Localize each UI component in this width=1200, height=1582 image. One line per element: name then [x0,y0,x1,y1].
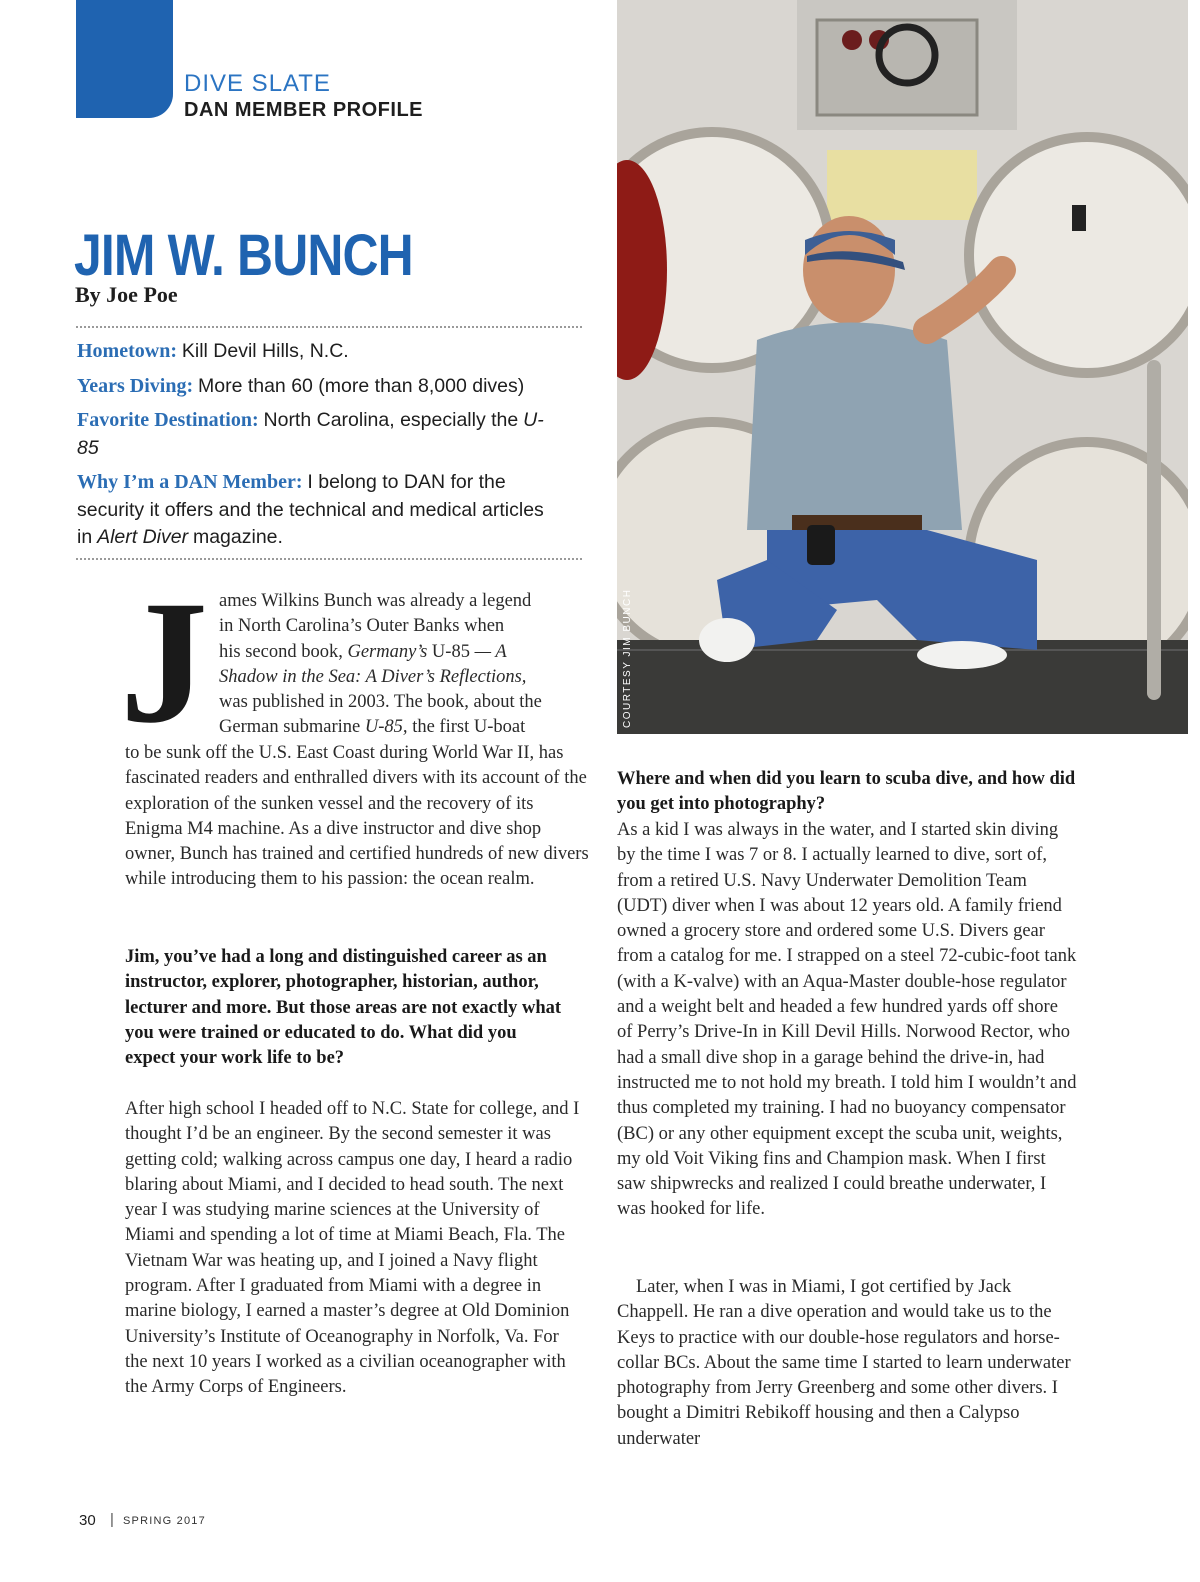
dotted-rule-bottom [76,558,582,560]
fact-label: Years Diving: [77,374,194,397]
fact-favorite-destination [77,407,547,462]
byline: By Joe Poe [75,282,178,307]
magazine-name: Alert Diver [97,526,189,548]
fact-value: Kill Devil Hills, N.C. [181,340,349,362]
page-number: 30 [79,1512,96,1529]
book-title-upright: U-85 [431,641,470,662]
profile-facts [77,338,547,559]
answer-2-paragraph-2: Later, when I was in Miami, I got certified by Jack Chappell. He ran a dive operation and would take us to the Keys to practice with our double-hose regulators and horse-collar BCs. About the same time I started to learn underwater photography from Jerry Greenberg and some other divers. I bought a Dimitri Rebikoff housing and then a Calypso underwater [617,1277,1071,1449]
dotted-rule-top [76,326,582,328]
footer-separator: | [110,1511,114,1528]
intro-line: ames Wilkins Bunch was already a legend [219,591,532,611]
intro-paragraph-start [219,589,589,741]
fact-value-italic: U-85 [77,409,544,459]
issue-label: SPRING 2017 [123,1515,206,1527]
book-title: — A [474,641,507,662]
article-title: JIM W. BUNCH [74,223,413,288]
fact-label: Why I’m a DAN Member: [77,471,303,493]
drop-cap: J [120,565,208,760]
fact-value: North Carolina, especially the [263,409,519,431]
intro-line-text: the first U-boat [412,717,526,738]
subsection-label: DAN MEMBER PROFILE [184,99,423,121]
fact-label: Hometown: [77,340,177,362]
book-title: Germany’s [347,641,428,662]
intro-line-text: his second book, [219,641,348,662]
intro-line-italic: Shadow in the Sea: A Diver’s Reflections, [219,666,527,687]
uboat-name: U-85, [364,717,408,738]
intro-paragraph-rest: to be sunk off the U.S. East Coast during World War II, has fascinated readers and enthralled divers with its account of the exploration of the sunken vessel and the recovery of its Enigma M4 machine. As a dive instructor and dive shop owner, Bunch has trained and certified hundreds of new divers while introducing them to his passion: the ocean realm. [125,743,589,890]
section-label: DIVE SLATE [184,70,331,97]
question-2: Where and when did you learn to scuba dive, and how did you get into photography? [617,769,1076,815]
section-color-tab [76,0,173,118]
answer-1: After high school I headed off to N.C. State for college, and I thought I’d be an engineer. By the second semester it was getting cold; walking across campus one day, I heard a radio blaring about Miami, and I decided to head south. The next year I was studying marine sciences at the University of Miami and spending a lot of time at Miami Beach, Fla. The Vietnam War was heating up, and I joined a Navy flight program. After I graduated from Miami with a degree in marine biology, I earned a master’s degree at Old Dominion University’s Institute of Oceanography in Norfolk, Va. For the next 10 years I worked as a civilian oceanographer with the Army Corps of Engineers. [125,1099,580,1398]
fact-label: Favorite Destination: [77,409,259,431]
fact-value: I belong to DAN for the security it offers and the technical and medical articles in [77,471,544,548]
fact-value-tail: magazine. [192,526,283,548]
answer-2-paragraph-1: As a kid I was always in the water, and I started skin diving by the time I was 7 or 8. I actually learned to dive, sort of, from a retired U.S. Navy Underwater Demolition Team (UDT) diver when I was about 12 years old. A family friend owned a grocery store and ordered some U.S. Divers gear from a catalog for me. I strapped on a steel 72-cubic-foot tank (with a K-valve) with an Aqua-Master double-hose regulator and a weight belt and headed a few hundred yards off shore of Perry’s Drive-In in Kill Devil Hills. Norwood Rector, who had a small dive shop in a garage behind the drive-in, had instructed me to not hold my breath. I told him I wouldn’t and thus completed my training. I had no buoyancy compensator (BC) or any other equipment except the scuba unit, weights, my old Voit Viking fins and Champion mask. When I first saw shipwrecks and realized I could breathe underwater, I was hooked for life. [617,820,1077,1220]
intro-line [219,715,589,740]
fact-why-dan-member [77,469,547,552]
intro-line [219,640,589,665]
fact-years-diving [77,373,547,401]
intro-line: in North Carolina’s Outer Banks when [219,616,505,637]
question-1: Jim, you’ve had a long and distinguished career as an instructor, explorer, photographer, historian, author, lecturer and more. But those areas are not exactly what you were trained or educated to do. What did you expect your work life to be? [125,947,562,1069]
intro-line-text: German submarine [219,717,365,738]
profile-photo [617,0,1188,734]
intro-line: was published in 2003. The book, about the [219,692,542,713]
fact-value: More than 60 (more than 8,000 dives) [197,374,525,397]
fact-hometown [77,338,547,366]
photo-credit: COURTESY JIM BUNCH [622,588,633,728]
